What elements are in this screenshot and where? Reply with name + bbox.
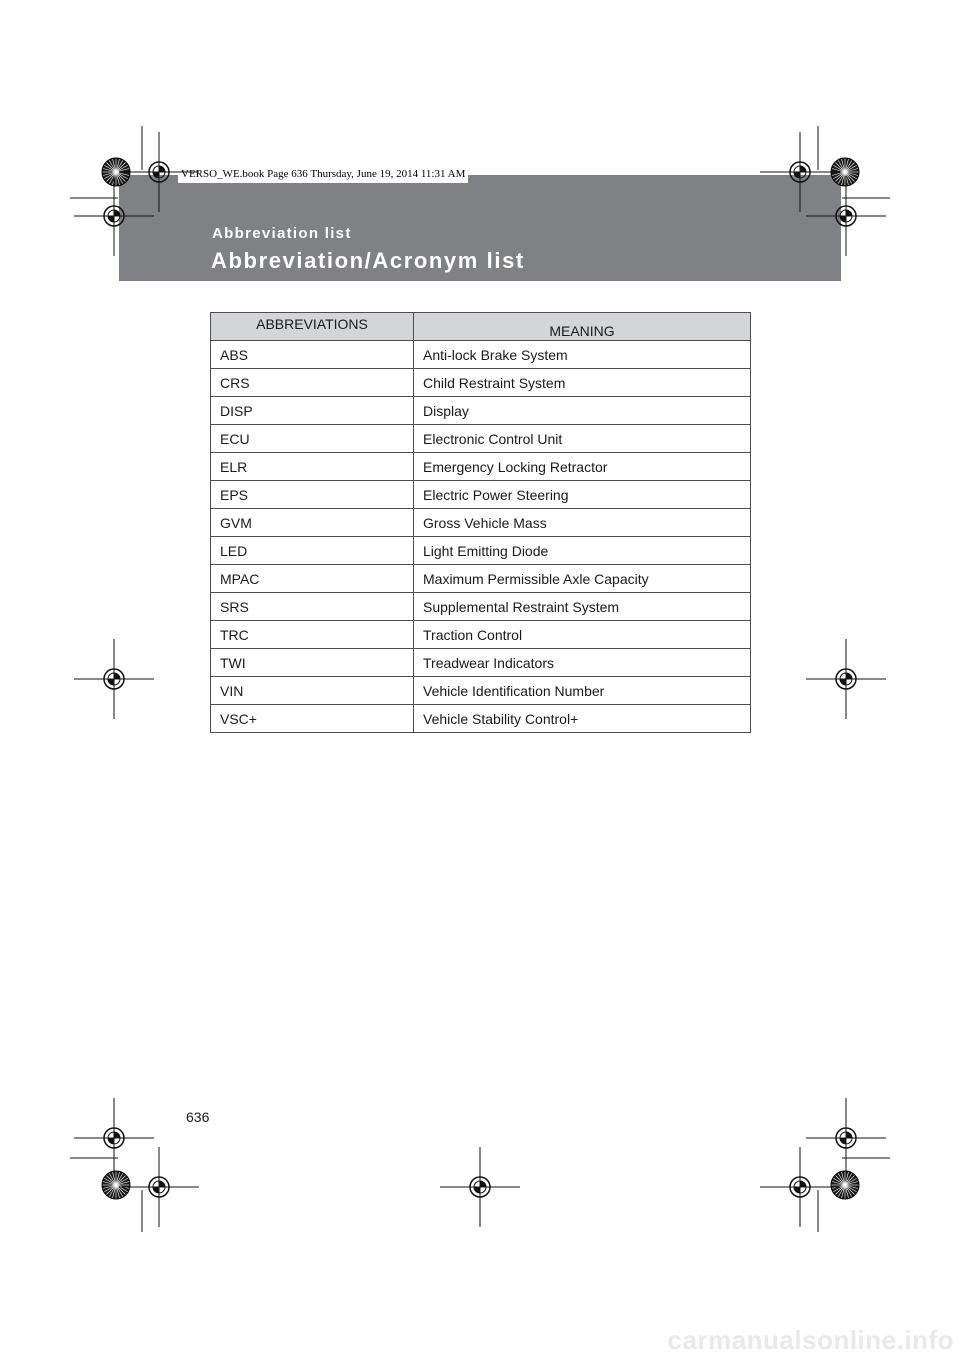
registration-mark-icon <box>440 1147 520 1227</box>
meaning-cell: Emergency Locking Retractor <box>414 453 751 481</box>
abbreviation-cell: LED <box>211 537 414 565</box>
meaning-cell: Treadwear Indicators <box>414 649 751 677</box>
color-target-icon <box>102 1171 130 1199</box>
registration-mark-icon <box>74 1098 154 1178</box>
registration-mark-icon <box>760 1147 840 1227</box>
registration-mark-icon <box>119 132 199 212</box>
meaning-cell: Anti-lock Brake System <box>414 341 751 369</box>
abbreviation-cell: EPS <box>211 481 414 509</box>
registration-mark-icon <box>74 176 154 256</box>
abbreviation-cell: SRS <box>211 593 414 621</box>
color-target-icon <box>831 1171 859 1199</box>
footer-watermark: carmanualsonline.info <box>667 1325 954 1355</box>
meaning-cell: Vehicle Stability Control+ <box>414 705 751 733</box>
registration-mark-icon <box>74 639 154 719</box>
abbreviation-cell: TRC <box>211 621 414 649</box>
column-header-abbreviations: ABBREVIATIONS <box>211 313 414 341</box>
abbreviation-cell: ABS <box>211 341 414 369</box>
abbreviation-cell: VIN <box>211 677 414 705</box>
book-stamp: VERSO_WE.book Page 636 Thursday, June 19, 2014 11:31 AM <box>178 166 468 183</box>
page-number: 636 <box>186 1109 210 1125</box>
meaning-cell: Traction Control <box>414 621 751 649</box>
section-label: Abbreviation list <box>212 225 352 242</box>
abbreviation-cell: GVM <box>211 509 414 537</box>
meaning-cell: Electric Power Steering <box>414 481 751 509</box>
meaning-cell: Vehicle Identification Number <box>414 677 751 705</box>
abbreviation-cell: ECU <box>211 425 414 453</box>
registration-mark-icon <box>119 1147 199 1227</box>
column-header-meaning: MEANING <box>414 313 751 341</box>
meaning-cell: Child Restraint System <box>414 369 751 397</box>
abbreviation-cell: TWI <box>211 649 414 677</box>
registration-mark-icon <box>806 639 886 719</box>
abbreviation-cell: ELR <box>211 453 414 481</box>
registration-mark-icon <box>760 132 840 212</box>
meaning-cell: Display <box>414 397 751 425</box>
abbreviation-cell: DISP <box>211 397 414 425</box>
registration-mark-icon <box>806 176 886 256</box>
meaning-cell: Electronic Control Unit <box>414 425 751 453</box>
meaning-cell: Supplemental Restraint System <box>414 593 751 621</box>
meaning-cell: Gross Vehicle Mass <box>414 509 751 537</box>
meaning-cell: Maximum Permissible Axle Capacity <box>414 565 751 593</box>
meaning-cell: Light Emitting Diode <box>414 537 751 565</box>
page-title: Abbreviation/Acronym list <box>211 248 525 273</box>
registration-mark-icon <box>806 1098 886 1178</box>
abbreviation-cell: VSC+ <box>211 705 414 733</box>
abbreviation-cell: CRS <box>211 369 414 397</box>
abbreviation-cell: MPAC <box>211 565 414 593</box>
